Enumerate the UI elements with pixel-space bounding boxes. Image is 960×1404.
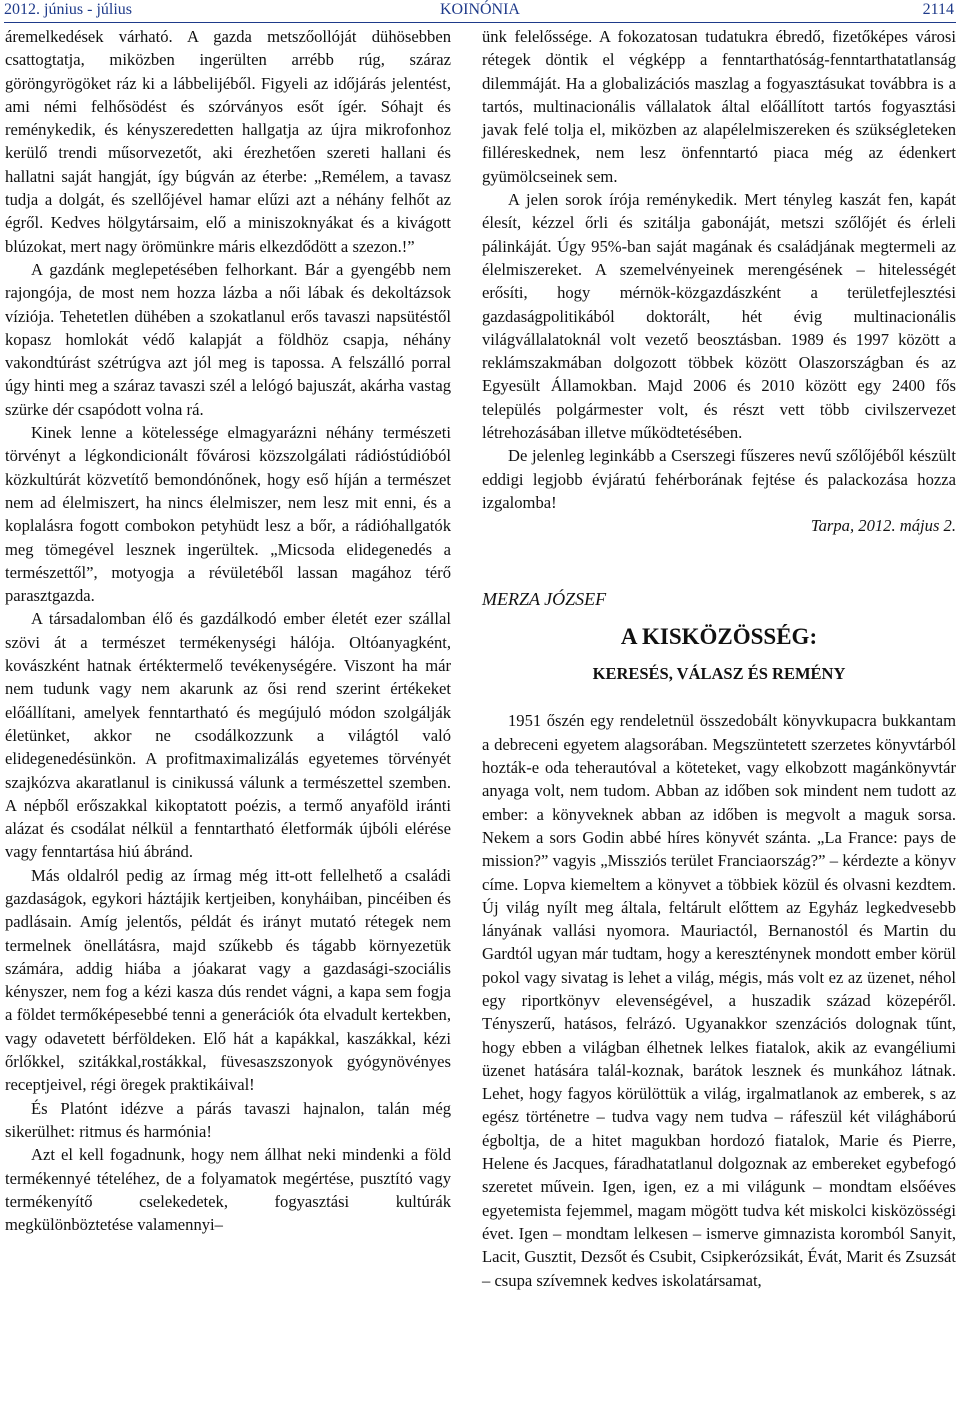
paragraph: áremelkedések várható. A gazda metszőollóját dühösebben csattogtatja, miközben ingerülten arrébb rúg, száraz göröngyrögöket ráz ki a lábbelijéből. Figyeli az időjárás jelentést, ami némi felhősödést és szórványos esőt ígér. Sóhajt és reménykedik, és kényszeredetten hallgatja az újra mikrofonhoz kerülő trendi műsorvezetőt, aki érezhetően szereti hallani és hallatni saját hangját, így búgván az éterbe: „Remélem, a tavasz tudja a dolgát, és szellőjével hamar elűzi azt a néhány felhőt az égről. Kedves hölgytársaim, elő a miniszoknyákat és a kivágott blúzokat, mert nagy örömünkre máris elkezdődött a szezon.!” — [5, 27, 451, 256]
paragraph: Azt el kell fogadnunk, hogy nem állhat neki mindenki a föld termékennyé tételéhez, de a folyamatok megértése, pusztító vagy termékenyítő cselekedetek, fogyasztási kultúrák megkülönböztetése valamennyi– — [5, 1145, 451, 1235]
article-title: A KISKÖZÖSSÉG: — [620, 623, 818, 649]
left-column — [5, 25, 451, 1236]
right-column — [482, 25, 956, 1292]
paragraph: A társadalomban élő és gazdálkodó ember életét ezer szállal szövi át a természet termékenységi hálója. Oltóanyagként, kovászként hatnak értéktermelő tevékenységére. Viszont ha már nem tudunk vagy nem akarunk az ősi rend szerint értékeket előállítani, amelyek fenntartható és megújuló módon szolgálják életünket, akkor ne csodálkozzunk a világtól való elidegenedésünkön. A profitmaximalizálás egyetemes törvényét szajkózva akaratlanul is cinikussá válunk a természettel szemben. A népből erőszakkal kikoptatott poézis, a termő anyaföld iránti alázat és csodálat nélkül a fenntartható életformák újbóli elérése vagy fenntartása hiú ábránd. — [5, 609, 451, 862]
article-subtitle: KERESÉS, VÁLASZ ÉS REMÉNY — [592, 664, 846, 684]
paragraph: A jelen sorok írója reménykedik. Mert tényleg kaszát fen, kapát élesít, kézzel őrli és szitálja gabonáját, metszi szőlőjét és érleli pálinkáját. Úgy 95%-ban saját magának és családjának megtermeli az élelmiszereket. A szemelvényeinek merengésének – hitelességét erősíti, hogy mérnök-közgazdászként a területfejlesztési gazdaságpolitikából doktorált, hét évig multinacionális világvállalatoknál volt vezető beosztásban. 1989 és 1997 között a reklámszakmában dolgozott többek között Olaszországban és az Egyesült Államokban. Majd 2006 és 2010 között egy 2400 fős település polgármester volt, és részt vett több civilszervezet létrehozásában illetve működtetésében. — [482, 190, 956, 443]
paragraph: És Platónt idézve a párás tavaszi hajnalon, talán még sikerülhet: ritmus és harmónia! — [5, 1098, 451, 1141]
place-date: Tarpa, 2012. május 2. — [810, 516, 956, 536]
paragraph: Más oldalról pedig az írmag még itt-ott fellelhető a családi gazdaságok, egykori háztájik kertjeiben, konyháiban, pincéiben és padlásain. Amíg jelentős, példát és irányt mutató rétegek nem termelnek önellátásra, majd szűkebb és tágabb környezetük számára, addig hiába a jóakarat vagy a gazdasági-szociális kényszer, nem fog a kézi kasza dús rendet vágni, a kapa sem fogja a földet termőképesebbé tenni a generációk óta elvadult kertekben, vagy odavetett bérföldeken. Elő hát a kapákkal, kaszákkal, kézi őrlőkkel, szitákkal,rostákkal, füvesaszszonyok gyógynövényes receptjeivel, régi öregek praktikáival! — [5, 865, 451, 1095]
issue-date: 2012. június - július — [4, 1, 133, 18]
paragraph: A gazdánk meglepetésében felhorkant. Bár a gyengébb nem rajongója, de most nem hozza lázba a női lábak és dekoltázsok víziója. Tehetetlen dühében a szokatlanul erős tavaszi napsütéstől kopasz homlokát védő kalapját a földhöz csapja, néhány vakondtúrást szétrúgva azt jól meg is tapossa. A felszálló porral úgy hinti meg a száraz tavaszi szél a lelógó bajuszát, akárha vastag szürke dér csapódott volna rá. — [5, 259, 451, 419]
page-header — [4, 0, 956, 23]
publication-name: KOINÓNIA — [440, 1, 520, 18]
article-author: MERZA JÓZSEF — [482, 588, 607, 609]
paragraph: 1951 őszén egy rendeletnül összedobált könyvkupacra bukkantam a debreceni egyetem alagsorában. Megszüntetett szerzetes könyvtárból hozták-e oda teherautóval a köteteket, vagy elkobzott magánkönyvtár anyaga volt, nem tudom. Abban az időben sok mindent nem tudott az ember: a könyveknek abban az időben is megvolt a maguk sorsa. Nekem a sors Godin abbé híres könyvét szánta. „La France: pays de mission?” vagyis „Missziós terület Franciaország?” – kérdezte a könyv címe. Lopva kiemeltem a könyvet a többiek közül és olvasni kezdtem. Új világ nyílt meg általa, feltárult előttem az Egyház legkedvesebb lányának vallási nyomora. Mauriactól, Bernanostól és Martin du Gardtól ugyan már tudtam, hogy a kereszténynek mondott ember körül pokol vagy sivatag is lehet a világ, mégis, más volt ez az üzenet, néhol egy riportkönyv elevenségével, a huszadik század közepéről. Tényszerű, hatásos, felrázó. Ugyanakkor szenzációs dolognak tűnt, hogy ebben a világban élhetnek lelkes fiatalok, akik az evangéliumi üzenet hatására talál-koznak, barátok lesznek és munkához látnak. Lehet, hogy fagyos körülöttük a világ, irgalmatlanok az emberek, s az egész történetre – tudva vagy nem tudva – ráfeszül két világháború égboltja, de a hitet magukban hordozó fiatalok, Marie és Pierre, Helene és Jacques, fáradhatatlanul dolgoznak az embereket egybefogó szeretet művein. Igen, igen, ez a mi világunk – mondtam elsőéves egyetemista fejemmel, magam mögött tudva két miskolci kisközösségi évet. Igen – mondtam lelkesen – ismerve gimnazista koromból Sanyit, Lacit, Gusztit, Dezsőt és Csubit, Csipkerózsikát, Évát, Marit és Zsuzsát – csupa szívemnek kedves iskolatársamat, — [482, 711, 956, 1290]
paragraph: ünk felelőssége. A fokozatosan tudatukra ébredő, fizetőképes városi rétegek döntik el végképp a fenntarthatóság-fenntarthatatlanság dilemmáját. Ha a globalizációs maszlag a fogyasztásukat továbbra is a tartós, multinacionális vállalatok által előállított tartós fogyasztási javak felé tolja el, miközben az alapélelmiszereken és szükségleteken filléreskednek, nem lesz önfenntartó piaca még az édenkert gyümölcseinek sem. — [482, 27, 956, 186]
paragraph: Kinek lenne a kötelessége elmagyarázni néhány természeti törvényt a légkondicionált fővárosi közszolgálati rádióstúdióból közkultúrát közvetítő bemondónőnek, hogy eső híján a természet nem ad élelmiszert, ha nincs élelmiszer, nem lesz mit enni, és a koplalásra fogott combokon petyhüdt lesz a bőr, a rádióhallgatók meg tömegével lesznek ingerültek. „Micsoda elidegenedés a természettől”, motyogja a révületéből lassan magához térő parasztgazda. — [5, 423, 451, 606]
paragraph: De jelenleg leginkább a Cserszegi fűszeres nevű szőlőjéből készült eddigi legjobb évjáratú fehérborának fejtése és palackozása hozza izgalomba! — [482, 446, 956, 512]
page-number: 2114 — [922, 1, 954, 18]
